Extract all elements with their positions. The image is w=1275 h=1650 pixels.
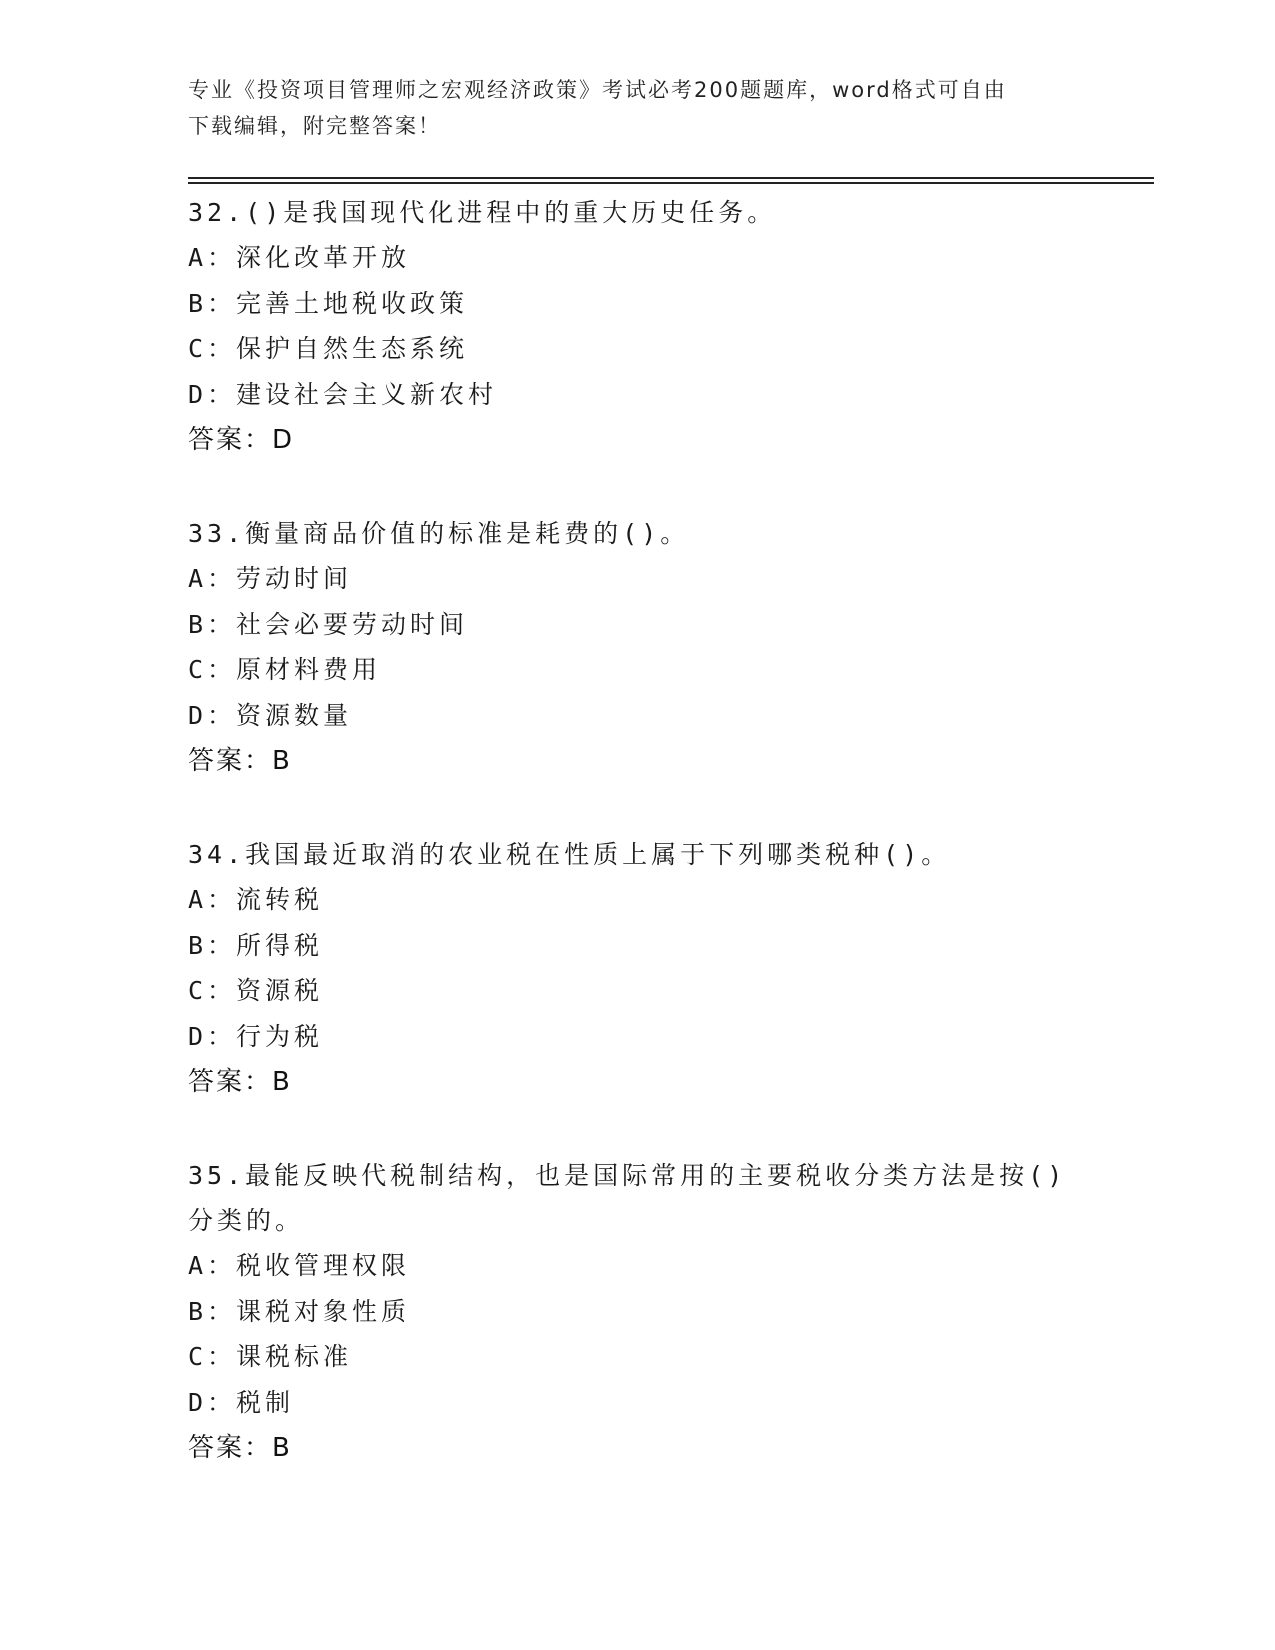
option-a: A：税收管理权限 [188,1251,411,1280]
option-a: A：劳动时间 [188,564,353,593]
answer-line: 答案：B [188,746,292,776]
option-c: C：保护自然生态系统 [188,334,469,363]
option-b: B：课税对象性质 [188,1296,411,1326]
option-c: C：课税标准 [188,1342,353,1371]
question-33 [188,511,1088,784]
option-d: D：税制 [188,1387,295,1417]
header-line-1: 专业《投资项目管理师之宏观经济政策》考试必考200题题库，word格式可自由 [188,78,1007,102]
option-a: A：流转税 [188,885,324,914]
document-header [188,72,1068,144]
option-b: B：所得税 [188,930,324,960]
question-stem: 34.我国最近取消的农业税在性质上属于下列哪类税种()。 [188,840,951,869]
option-c: C：资源税 [188,976,324,1005]
option-d: D：建设社会主义新农村 [188,379,498,409]
answer-line: 答案：B [188,1067,292,1097]
header-line-2: 下载编辑，附完整答案！ [188,114,441,138]
answer-line: 答案：D [188,425,295,455]
option-b: B：完善土地税收政策 [188,288,469,318]
header-divider-bottom [188,182,1154,184]
question-34 [188,832,1088,1105]
option-b: B：社会必要劳动时间 [188,609,469,639]
answer-line: 答案：B [188,1433,292,1463]
question-stem: 33.衡量商品价值的标准是耗费的()。 [188,519,690,548]
question-stem: 32.()是我国现代化进程中的重大历史任务。 [188,198,777,227]
question-35 [188,1153,1088,1471]
question-32 [188,190,1088,463]
header-divider-top [188,177,1154,179]
option-a: A：深化改革开放 [188,243,411,272]
question-stem: 35.最能反映代税制结构，也是国际常用的主要税收分类方法是按()分类的。 [188,1161,1067,1235]
option-d: D：行为税 [188,1021,324,1051]
option-c: C：原材料费用 [188,655,382,684]
option-d: D：资源数量 [188,700,353,730]
question-list [188,190,1088,1519]
